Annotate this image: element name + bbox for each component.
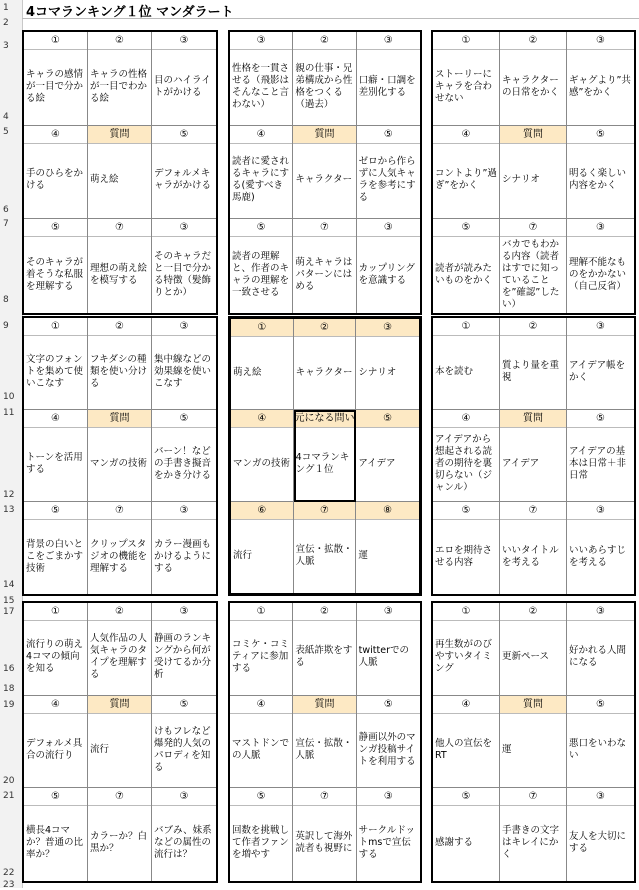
cell-text: そのキャラだと一目で分かる特徴（髪飾りとか） — [154, 250, 212, 298]
cell-text: 運 — [502, 743, 512, 755]
cell-label: ⑤ — [567, 126, 634, 144]
mandala-cell[interactable] — [152, 502, 216, 594]
cell-label: ③ — [567, 318, 634, 336]
cell-text: 背景の白いとこをごまかす技術 — [26, 538, 84, 574]
cell-label: ① — [24, 32, 87, 50]
cell-text: 好かれる人間になる — [569, 645, 627, 669]
cell-label: ⑧ — [356, 502, 419, 520]
cell-text: カップリングを意識する — [358, 262, 415, 286]
cell-text: 理想の萌え絵を模写する — [90, 262, 148, 286]
mandala-cell[interactable] — [356, 502, 419, 593]
cell-text: マンガの技術 — [90, 458, 148, 469]
cell-label: ② — [500, 603, 566, 621]
cell-label: ⑤ — [152, 696, 216, 714]
cell-label: 質問 — [500, 410, 566, 428]
row-number[interactable]: 20 — [3, 776, 15, 786]
cell-text: 手書きの文字はキレイにかく — [502, 825, 560, 861]
mandala-cell[interactable] — [294, 319, 357, 410]
cell-label: ⑦ — [500, 502, 566, 520]
cell-label: 質問 — [88, 126, 151, 144]
cell-text: キャラの性格が一目でわかる絵 — [90, 68, 148, 104]
mandala-cell[interactable] — [152, 410, 216, 502]
mandala-cell[interactable] — [24, 603, 88, 696]
cell-label: ③ — [152, 219, 216, 237]
row-number[interactable]: 22 — [3, 868, 15, 878]
mandala-cell[interactable] — [231, 319, 294, 410]
mandala-cell[interactable] — [433, 32, 500, 126]
cell-label: ② — [88, 603, 151, 621]
mandala-cell[interactable] — [230, 126, 293, 220]
mandala-cell[interactable] — [433, 318, 500, 410]
cell-label: ⑤ — [24, 219, 87, 237]
cell-text: デフォルメ具合の流行り — [26, 737, 83, 761]
cell-label: ⑤ — [152, 410, 216, 428]
mandala-block — [431, 601, 636, 883]
cell-text: 口癖・口調を差別化する — [358, 74, 416, 98]
cell-label: ⑤ — [433, 788, 499, 806]
cell-text: マンガの技術 — [233, 457, 291, 469]
mandala-cell[interactable] — [433, 219, 500, 313]
cell-label: ⑦ — [500, 788, 566, 806]
cell-label: ① — [433, 32, 499, 50]
cell-text: キャラクター — [295, 174, 353, 186]
cell-text: マストドンでの人脈 — [232, 737, 290, 761]
cell-label: ③ — [152, 603, 216, 621]
cell-label: ⑤ — [230, 788, 292, 806]
cell-label: ③ — [567, 32, 634, 50]
mandala-cell[interactable] — [293, 32, 356, 126]
cell-label: ② — [293, 603, 355, 621]
cell-label: 質問 — [88, 410, 151, 428]
cell-label: ② — [294, 319, 356, 337]
cell-label: ② — [293, 32, 355, 50]
mandala-cell[interactable] — [152, 788, 216, 881]
mandala-block — [431, 30, 636, 315]
cell-text: 表紙詐欺をする — [295, 645, 353, 669]
cell-label: ⑤ — [357, 696, 420, 714]
cell-text: ギャグより”共感”をかく — [569, 74, 631, 98]
mandala-cell[interactable] — [152, 603, 216, 696]
cell-text: サークルドットmsで宣伝する — [358, 825, 415, 861]
mandala-cell[interactable] — [88, 219, 152, 313]
cell-text: けもフレなど爆発的人気のパロディを知る — [154, 725, 212, 773]
cell-text: 萌えキャラはパターンにはめる — [295, 256, 353, 292]
mandala-cell[interactable] — [88, 32, 152, 126]
cell-text: 4コマランキング１位 — [295, 451, 350, 475]
cell-label: ③ — [357, 219, 420, 237]
row-number[interactable]: 17 — [3, 607, 15, 617]
cell-text: 理解不能なものをかかない（自己反省） — [569, 256, 627, 292]
cell-text: コミケ・コミティアに参加する — [232, 639, 290, 675]
cell-text: 感謝する — [435, 837, 474, 849]
row-number[interactable]: 1 — [3, 3, 9, 13]
sheet-title: 4コマランキング１位 マンダラート — [26, 5, 234, 20]
mandala-block — [431, 316, 636, 596]
cell-text: いいあらすじを考える — [569, 544, 627, 568]
mandala-cell[interactable] — [500, 219, 567, 313]
row-number[interactable]: 18 — [3, 684, 15, 694]
mandala-cell[interactable] — [24, 126, 88, 220]
cell-label: ③ — [567, 788, 634, 806]
cell-label: ⑤ — [567, 410, 634, 428]
cell-label: ③ — [152, 788, 216, 806]
mandala-cell[interactable] — [152, 32, 216, 126]
cell-text: シナリオ — [502, 174, 540, 186]
mandala-cell[interactable] — [500, 788, 567, 881]
mandala-cell[interactable] — [500, 318, 567, 410]
mandala-center-cell[interactable] — [500, 126, 567, 220]
cell-label: ⑤ — [24, 502, 87, 520]
cell-label: ⑤ — [567, 696, 634, 714]
mandala-cell[interactable] — [231, 502, 294, 593]
mandala-cell[interactable] — [24, 502, 88, 594]
cell-text: キャラクター — [295, 366, 353, 378]
cell-text: 他人の宣伝をRT — [435, 737, 493, 761]
cell-label: ③ — [152, 318, 216, 336]
row-number[interactable]: 3 — [3, 41, 9, 51]
mandala-cell[interactable] — [567, 788, 634, 881]
cell-text: バブみ、妹系などの属性の流行は？ — [154, 825, 212, 861]
cell-label: 元になる問い — [294, 410, 356, 428]
row-number[interactable]: 12 — [3, 490, 15, 500]
mandala-cell[interactable] — [152, 126, 216, 220]
cell-label: ② — [500, 318, 566, 336]
cell-label: ③ — [356, 319, 419, 337]
cell-label: ⑦ — [293, 219, 355, 237]
mandala-block — [228, 601, 422, 883]
mandala-cell[interactable] — [88, 318, 152, 410]
mandala-cell[interactable] — [500, 32, 567, 126]
mandala-cell[interactable] — [24, 410, 88, 502]
cell-label: ⑤ — [357, 126, 420, 144]
cell-text: 読者が読みたいものをかく — [435, 262, 493, 286]
mandala-cell[interactable] — [567, 696, 634, 789]
mandala-cell[interactable] — [357, 32, 420, 126]
mandala-cell[interactable] — [230, 32, 293, 126]
cell-label: ② — [88, 32, 151, 50]
cell-label: ④ — [24, 410, 87, 428]
mandala-cell[interactable] — [230, 603, 293, 696]
row-number[interactable]: 19 — [3, 700, 15, 710]
mandala-cell[interactable] — [230, 219, 293, 313]
mandala-center-cell[interactable] — [88, 696, 152, 789]
mandala-cell[interactable] — [293, 788, 356, 881]
cell-text: バカでもわかる内容（読者はすでに知っていることを”確認”したい） — [502, 238, 560, 310]
cell-label: ③ — [357, 32, 420, 50]
cell-label: ③ — [357, 788, 420, 806]
mandala-center-cell[interactable] — [293, 126, 356, 220]
cell-label: ⑦ — [293, 788, 355, 806]
cell-text: アイデアの基本は日常＋非日常 — [569, 446, 627, 481]
mandala-cell[interactable] — [567, 126, 634, 220]
row-number[interactable]: 21 — [3, 791, 15, 801]
cell-label: ⑦ — [88, 219, 151, 237]
cell-text: フキダシの種類を使い分ける — [90, 354, 148, 389]
mandala-cell[interactable] — [293, 219, 356, 313]
cell-text: 流行 — [90, 743, 110, 755]
mandala-cell[interactable] — [24, 788, 88, 881]
mandala-center-cell[interactable] — [293, 696, 356, 789]
mandala-cell[interactable] — [357, 603, 420, 696]
row-number[interactable]: 23 — [3, 880, 15, 890]
mandala-cell[interactable] — [433, 696, 500, 789]
cell-label: ⑦ — [500, 219, 566, 237]
cell-label: ① — [24, 603, 87, 621]
cell-label: ⑦ — [88, 502, 151, 520]
mandala-center-cell[interactable] — [88, 126, 152, 220]
row-number[interactable]: 4 — [3, 112, 9, 122]
cell-text: 萌え絵 — [233, 366, 262, 378]
cell-label: ① — [433, 318, 499, 336]
mandala-cell[interactable] — [88, 502, 152, 594]
cell-text: アイデア帳をかく — [569, 360, 626, 383]
cell-text: キャラの感情が一目で分かる絵 — [26, 68, 84, 104]
cell-text: カラーか？白黒か？ — [90, 831, 148, 855]
row-number[interactable]: 2 — [3, 18, 9, 28]
row-number[interactable]: 10 — [3, 392, 15, 402]
cell-label: ⑤ — [433, 502, 499, 520]
mandala-center-cell[interactable] — [294, 410, 357, 501]
cell-text: カラー漫画もかけるようにする — [154, 538, 212, 574]
row-number[interactable]: 8 — [3, 295, 9, 305]
cell-label: ③ — [152, 32, 216, 50]
cell-label: ③ — [567, 219, 634, 237]
mandala-cell[interactable] — [231, 410, 294, 501]
cell-label: ④ — [433, 410, 499, 428]
row-number[interactable]: 9 — [3, 321, 9, 331]
cell-text: バーン！などの手書き擬音をかき分ける — [154, 446, 212, 481]
mandala-center-cell[interactable] — [500, 410, 567, 502]
cell-label: ⑦ — [294, 502, 356, 520]
mandala-block — [22, 30, 218, 315]
mandala-cell[interactable] — [567, 318, 634, 410]
mandala-cell[interactable] — [356, 319, 419, 410]
cell-text: 友人を大切にする — [569, 831, 627, 855]
cell-text: アイデア — [358, 457, 396, 469]
cell-label: ① — [24, 318, 87, 336]
cell-text: 宣伝・拡散・人脈 — [295, 737, 353, 761]
cell-text: エロを期待させる内容 — [435, 544, 493, 568]
cell-text: twitterでの人脈 — [358, 645, 409, 669]
row-number[interactable]: 5 — [3, 127, 9, 137]
mandala-cell[interactable] — [433, 126, 500, 220]
cell-text: ゼロから作らずに人気キャラを参考にする — [358, 156, 416, 204]
cell-label: ⑦ — [88, 788, 151, 806]
cell-text: 回数を挑戦して作者ファンを増やす — [232, 825, 290, 861]
cell-text: 更新ペース — [502, 651, 550, 663]
cell-label: ② — [500, 32, 566, 50]
cell-label: 質問 — [293, 126, 355, 144]
cell-label: ⑤ — [152, 126, 216, 144]
mandala-cell[interactable] — [152, 696, 216, 789]
mandala-cell[interactable] — [24, 219, 88, 313]
cell-label: ④ — [433, 126, 499, 144]
row-number[interactable]: 6 — [3, 205, 9, 215]
cell-label: ⑤ — [230, 219, 292, 237]
mandala-cell[interactable] — [356, 410, 419, 501]
cell-text: 英訳して海外読者も視野に — [295, 831, 353, 855]
mandala-block — [22, 316, 218, 596]
cell-text: 本を読む — [435, 366, 474, 377]
mandala-cell[interactable] — [567, 219, 634, 313]
cell-text: そのキャラが着そうな私服を理解する — [26, 256, 84, 292]
cell-text: 集中線などの効果線を使いこなす — [154, 354, 212, 389]
mandala-cell[interactable] — [567, 32, 634, 126]
mandala-cell[interactable] — [294, 502, 357, 593]
row-number[interactable]: 14 — [3, 580, 15, 590]
cell-text: コントより”過ぎ”をかく — [435, 168, 497, 192]
cell-label: ⑤ — [433, 219, 499, 237]
cell-text: 静画のランキングから何が受けてるか分析 — [154, 633, 212, 681]
mandala-cell[interactable] — [24, 32, 88, 126]
cell-text: クリップスタジオの機能を理解する — [90, 538, 148, 574]
mandala-cell[interactable] — [433, 603, 500, 696]
cell-text: 読者の理解と、作者のキャラの理解を一致させる — [232, 250, 290, 298]
mandala-cell[interactable] — [567, 603, 634, 696]
cell-text: 親の仕事・兄弟構成から性格をつくる（過去） — [295, 62, 353, 110]
mandala-cell[interactable] — [230, 696, 293, 789]
cell-text: トーンを活用する — [26, 452, 83, 475]
row-number[interactable]: 11 — [3, 408, 15, 418]
cell-label: ③ — [357, 603, 420, 621]
cell-text: 静画以外のマンガ投稿サイトを利用する — [358, 731, 416, 767]
cell-text: 人気作品の人気キャラのタイプを理解する — [90, 633, 148, 681]
mandala-block — [228, 316, 422, 596]
cell-text: いいタイトルを考える — [502, 544, 559, 568]
cell-text: 性格を一貫させる（飛影はそんなこと言わない） — [232, 62, 290, 110]
cell-label: ① — [433, 603, 499, 621]
mandala-cell[interactable] — [433, 788, 500, 881]
cell-text: 流行 — [233, 549, 253, 561]
mandala-center-cell[interactable] — [88, 410, 152, 502]
cell-label: ③ — [567, 502, 634, 520]
mandala-cell[interactable] — [500, 502, 567, 594]
cell-text: 宣伝・拡散・人脈 — [295, 543, 353, 567]
cell-label: ③ — [567, 603, 634, 621]
mandala-cell[interactable] — [357, 219, 420, 313]
row-number[interactable]: 16 — [3, 664, 15, 674]
cell-label: ③ — [152, 502, 216, 520]
row-number-gutter — [0, 0, 23, 888]
cell-text: 流行りの萌え4コマの傾向を知る — [26, 639, 84, 675]
cell-label: ⑤ — [24, 788, 87, 806]
cell-text: 手のひらをかける — [26, 168, 84, 192]
cell-text: ストーリーにキャラを合わせない — [435, 68, 493, 104]
cell-text: アイデア — [502, 458, 540, 469]
mandala-cell[interactable] — [24, 696, 88, 789]
row-number[interactable]: 7 — [3, 219, 9, 229]
cell-label: ④ — [24, 126, 87, 144]
cell-label: ④ — [24, 696, 87, 714]
cell-label: ④ — [433, 696, 499, 714]
cell-text: 明るく楽しい内容をかく — [569, 168, 627, 192]
mandala-cell[interactable] — [357, 788, 420, 881]
cell-label: ② — [88, 318, 151, 336]
mandala-cell[interactable] — [433, 502, 500, 594]
cell-label: ④ — [230, 696, 292, 714]
cell-label: 質問 — [293, 696, 355, 714]
mandala-cell[interactable] — [293, 603, 356, 696]
cell-label: 質問 — [88, 696, 151, 714]
cell-label: ⑤ — [356, 410, 419, 428]
cell-label: ④ — [230, 126, 292, 144]
cell-text: 悪口をいわない — [569, 737, 627, 761]
cell-text: 再生数がのびやすいタイミング — [435, 639, 493, 675]
cell-label: ③ — [230, 32, 292, 50]
cell-text: デフォルメキャラがかける — [154, 168, 212, 192]
cell-text: アイデアから想起される読者の期待を裏切らない（ジャンル） — [435, 434, 493, 493]
cell-label: ① — [231, 319, 293, 337]
cell-text: シナリオ — [358, 366, 397, 378]
cell-text: キャラクターの日常をかく — [502, 74, 560, 98]
mandala-cell[interactable] — [88, 788, 152, 881]
mandala-block — [228, 30, 422, 315]
mandala-cell[interactable] — [500, 603, 567, 696]
cell-text: 運 — [358, 549, 368, 561]
mandala-cell[interactable] — [567, 502, 634, 594]
mandala-cell[interactable] — [152, 318, 216, 410]
mandala-block — [22, 601, 218, 883]
cell-text: 目のハイライトがかける — [154, 74, 211, 98]
mandala-center-cell[interactable] — [500, 696, 567, 789]
cell-label: ⑥ — [231, 502, 293, 520]
cell-text: 横長4コマか？普通の比率か？ — [26, 825, 84, 861]
cell-label: 質問 — [500, 696, 566, 714]
cell-label: ④ — [231, 410, 293, 428]
mandala-cell[interactable] — [24, 318, 88, 410]
mandala-cell[interactable] — [230, 788, 293, 881]
cell-text: 読者に愛されるキャラにする(愛すべき馬鹿) — [232, 156, 290, 204]
mandala-cell[interactable] — [88, 603, 152, 696]
mandala-cell[interactable] — [433, 410, 500, 502]
cell-label: 質問 — [500, 126, 566, 144]
cell-text: 質より量を重視 — [502, 360, 560, 383]
mandala-cell[interactable] — [152, 219, 216, 313]
mandala-cell[interactable] — [567, 410, 634, 502]
cell-text: 萌え絵 — [90, 174, 119, 186]
cell-text: 文字のフォントを集めて使いこなす — [26, 354, 84, 389]
mandala-cell[interactable] — [357, 696, 420, 789]
cell-label: ① — [230, 603, 292, 621]
row-number[interactable]: 13 — [3, 505, 15, 515]
row-number[interactable]: 15 — [3, 596, 15, 606]
mandala-cell[interactable] — [357, 126, 420, 220]
